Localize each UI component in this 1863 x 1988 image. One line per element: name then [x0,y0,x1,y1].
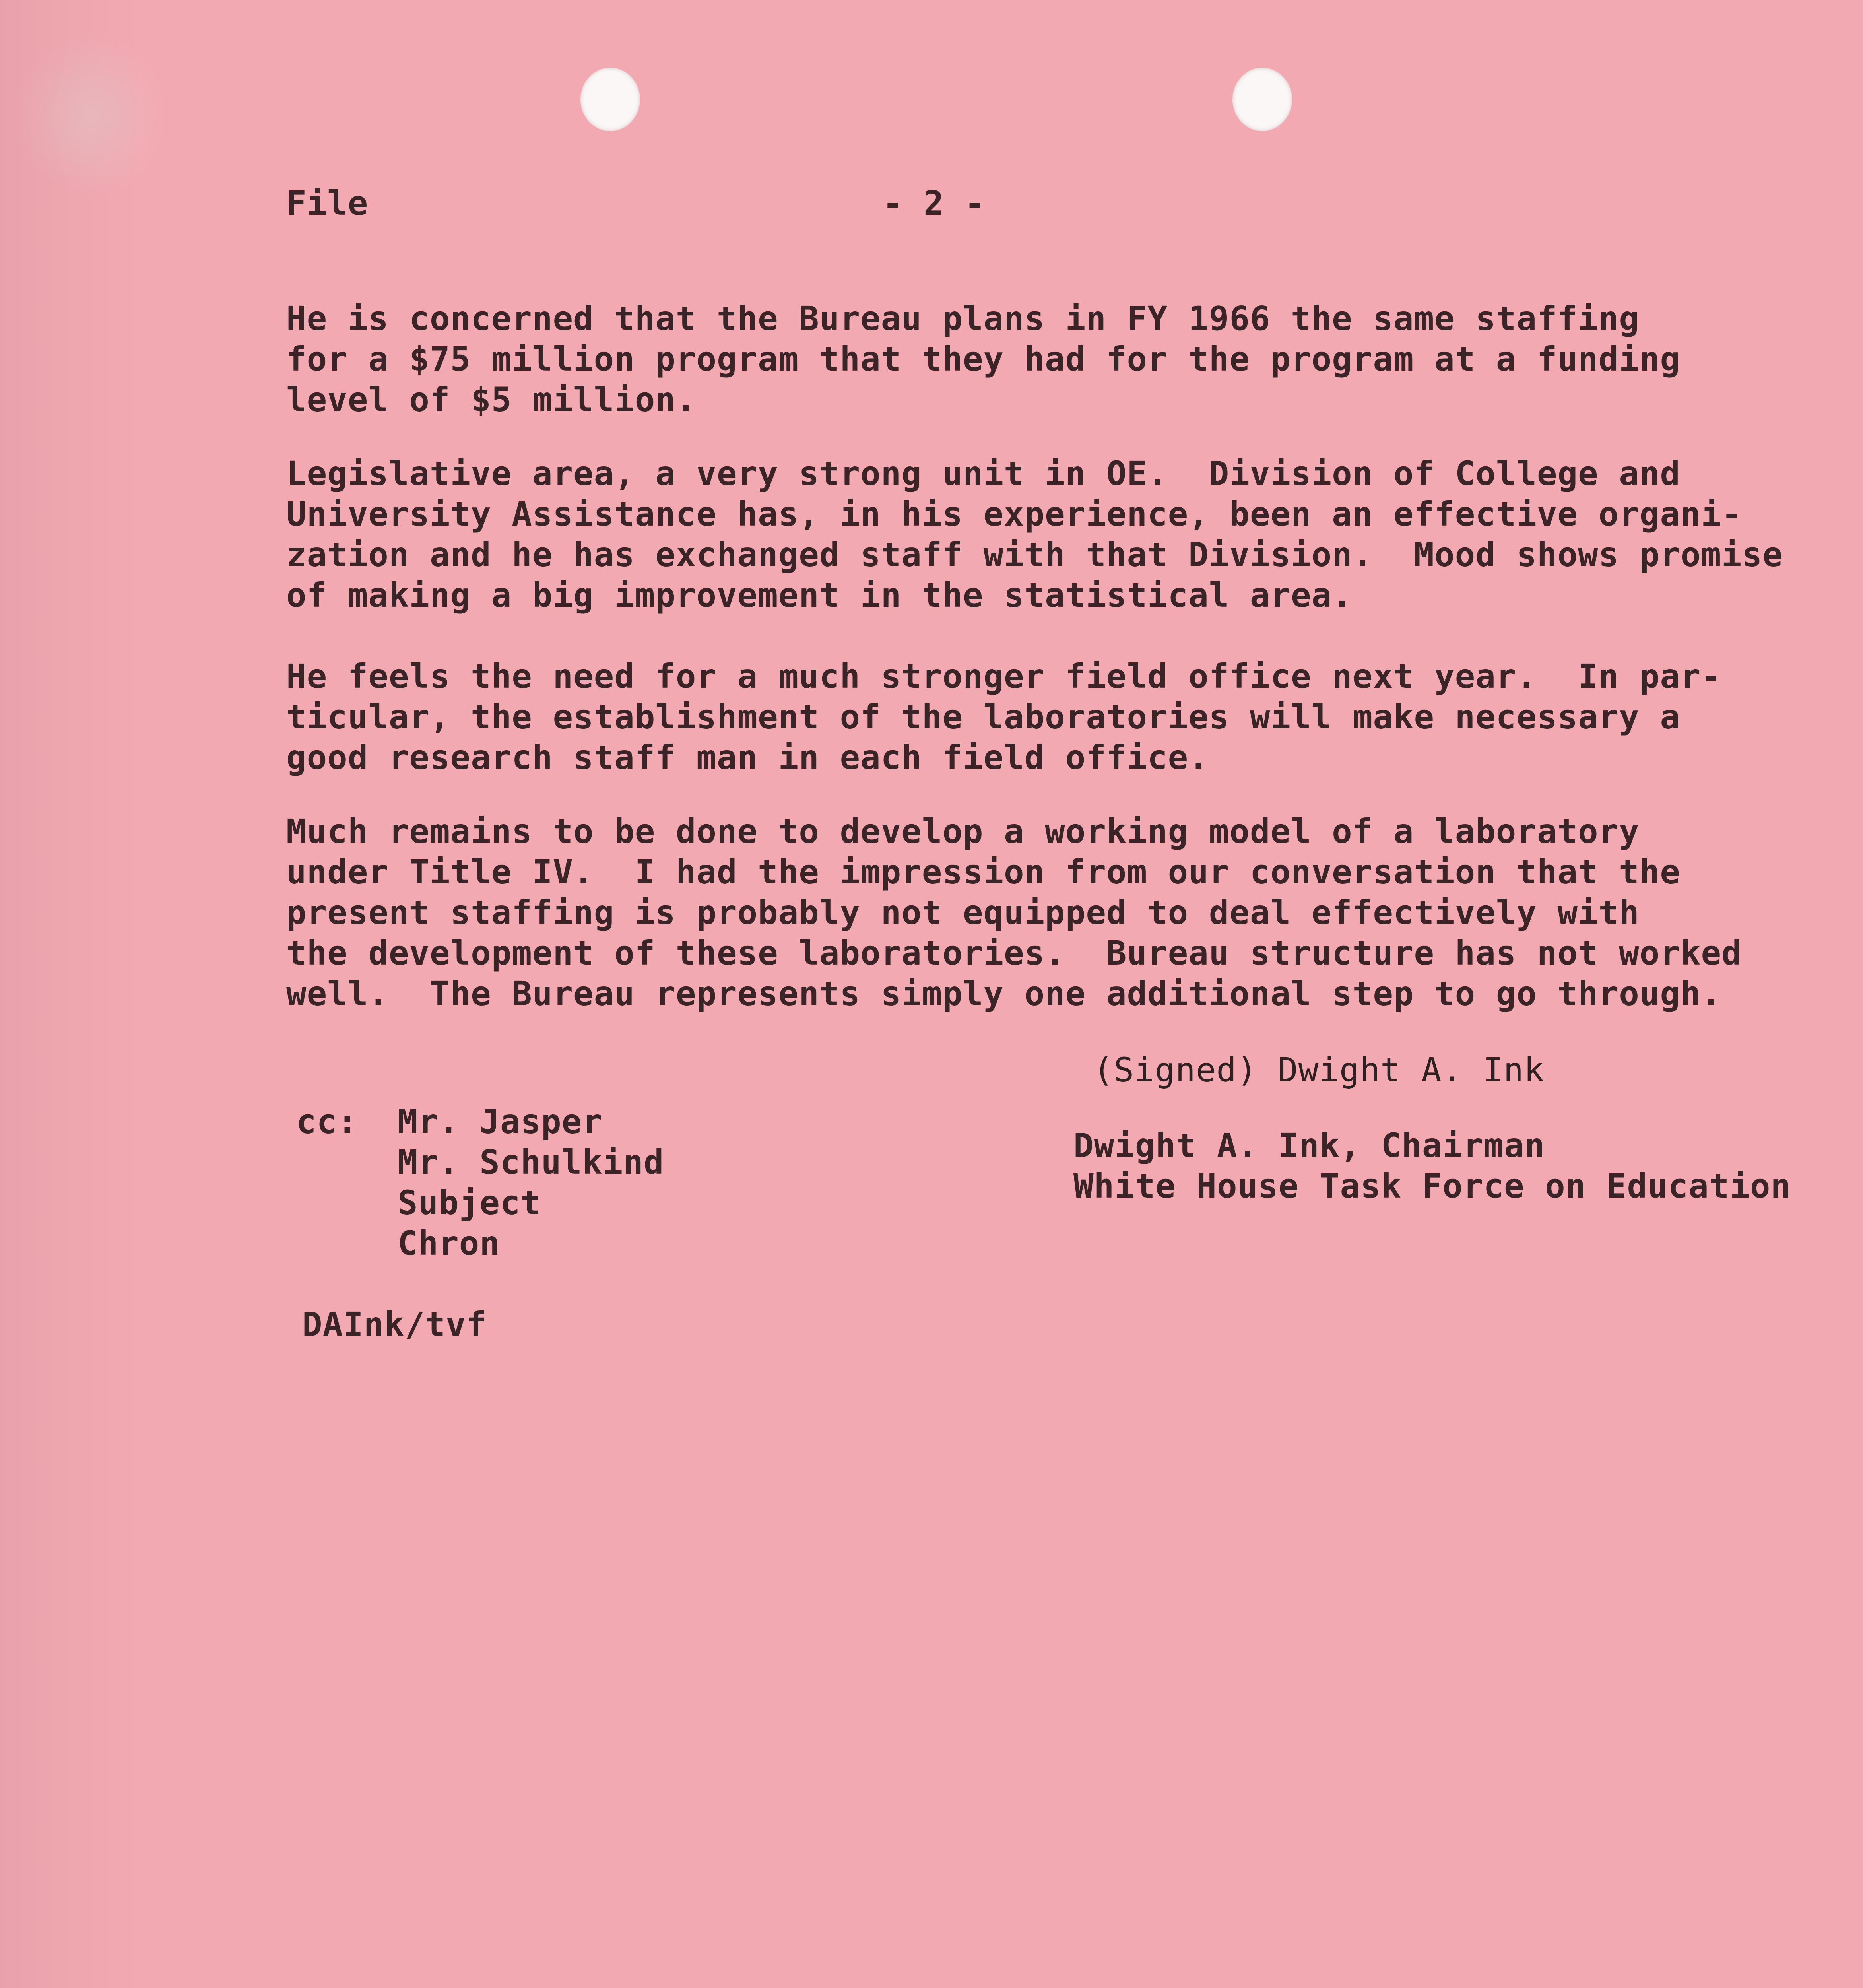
punch-hole-left [580,68,640,131]
cc-label: cc: [296,1102,358,1141]
paragraph-line: level of $5 million. [286,380,697,419]
paragraph-line: present staffing is probably not equipped to deal effectively with [286,893,1640,932]
paragraph-line: ticular, the establishment of the laboratories will make necessary a [286,697,1681,736]
paragraph-line: of making a big improvement in the statistical area. [286,576,1353,615]
paragraph-3 [286,656,1721,778]
paragraph-4 [286,811,1742,1014]
paragraph-line: for a $75 million program that they had for the program at a funding [286,340,1681,379]
paragraph-line: the development of these laboratories. Bureau structure has not worked [286,934,1742,973]
paragraph-1 [286,298,1681,420]
paragraph-line: Legislative area, a very strong unit in OE. Division of College and [286,454,1681,493]
cc-recipient: Chron [398,1224,500,1263]
paper-corner-wear [16,32,167,199]
paragraph-line: University Assistance has, in his experience, been an effective organi- [286,495,1742,534]
paragraph-line: under Title IV. I had the impression from our conversation that the [286,852,1681,891]
cc-recipient: Mr. Jasper [398,1102,603,1141]
paragraph-line: well. The Bureau represents simply one additional step to go through. [286,974,1722,1013]
paragraph-line: He is concerned that the Bureau plans in FY 1966 the same staffing [286,299,1640,338]
page-number: - 2 - [883,184,985,223]
cc-recipient-list [398,1101,664,1264]
signed-line: (Signed) Dwight A. Ink [1093,1050,1545,1089]
signer-title: White House Task Force on Education [1073,1167,1791,1206]
cc-recipient: Subject [398,1183,541,1222]
signer-name: Dwight A. Ink, Chairman [1073,1126,1545,1165]
punch-hole-right [1232,68,1292,131]
paper-edge-stain [0,0,143,1988]
cc-recipient: Mr. Schulkind [398,1143,664,1182]
paragraph-line: zation and he has exchanged staff with that Division. Mood shows promise [286,535,1783,574]
paragraph-line: Much remains to be done to develop a working model of a laboratory [286,812,1640,851]
paragraph-line: good research staff man in each field office. [286,738,1209,777]
reference-initials: DAInk/tvf [302,1305,487,1344]
header-file-label: File [286,184,369,223]
signature-block [1073,1125,1791,1206]
paragraph-line: He feels the need for a much stronger field office next year. In par- [286,657,1722,696]
paragraph-2 [286,453,1783,615]
